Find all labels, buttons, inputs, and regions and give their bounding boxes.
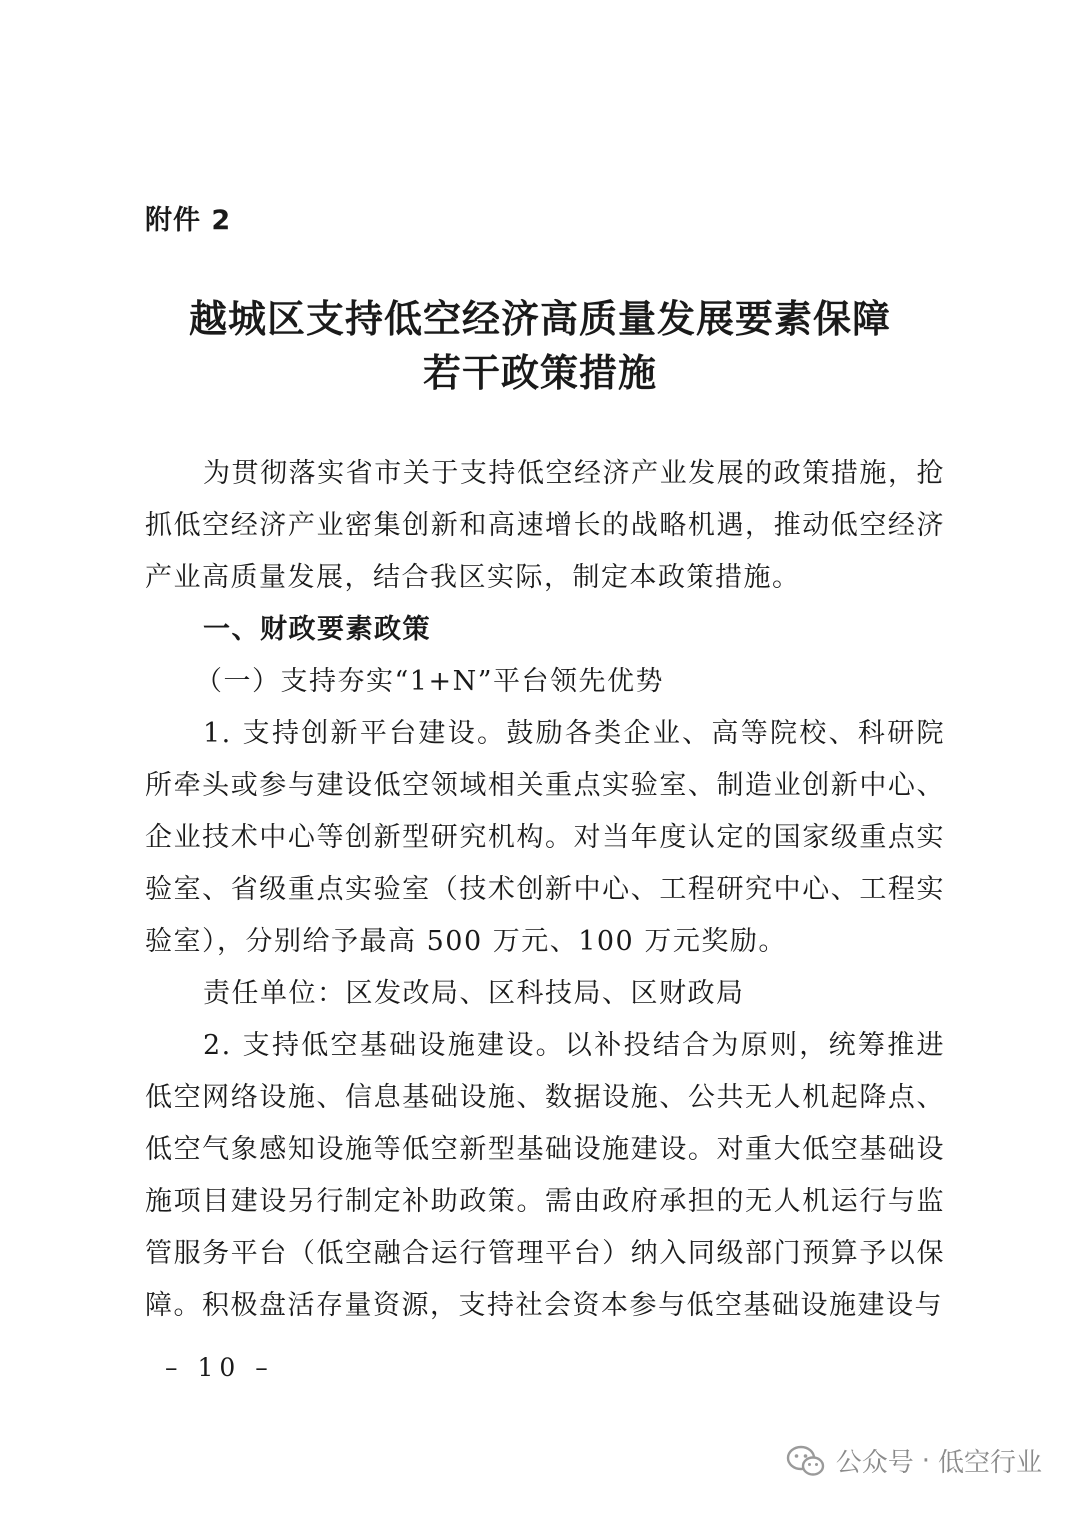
item-2-paragraph: 2. 支持低空基础设施建设。以补投结合为原则，统筹推进低空网络设施、信息基础设施、数据设施、公共无人机起降点、低空气象感知设施等低空新型基础设施建设。对重大低空基础设施项目建设另行制定补助政策。需由政府承担的无人机运行与监管服务平台（低空融合运行管理平台）纳入同级部门预算予以保障。积极盘活存量资源，支持社会资本参与低空基础设施建设与	[145, 1030, 945, 1321]
watermark	[786, 1442, 1042, 1479]
section-heading: 一、财政要素政策	[203, 614, 431, 645]
wechat-icon	[786, 1444, 826, 1478]
item-1-paragraph: 1. 支持创新平台建设。鼓励各类企业、高等院校、科研院所牵头或参与建设低空领域相关重点实验室、制造业创新中心、企业技术中心等创新型研究机构。对当年度认定的国家级重点实验室、省级重点实验室（技术创新中心、工程研究中心、工程实验室），分别给予最高 500 万元、100 万元奖励。	[145, 718, 945, 957]
item-1-responsible: 责任单位：区发改局、区科技局、区财政局	[203, 978, 745, 1009]
document-title-line1: 越城区支持低空经济高质量发展要素保障	[188, 296, 891, 341]
watermark-separator: ·	[921, 1445, 930, 1476]
watermark-account-name: 低空行业	[937, 1448, 1042, 1478]
document-title-line2: 若干政策措施	[422, 350, 657, 395]
attachment-label: 附件 2	[145, 205, 232, 236]
page-number: – 10 –	[165, 1353, 274, 1382]
watermark-account-type: 公众号	[835, 1448, 914, 1478]
intro-paragraph: 为贯彻落实省市关于支持低空经济产业发展的政策措施，抢抓低空经济产业密集创新和高速增长的战略机遇，推动低空经济产业高质量发展，结合我区实际，制定本政策措施。	[145, 458, 945, 593]
subsection-heading: （一）支持夯实“1+N”平台领先优势	[195, 666, 665, 697]
